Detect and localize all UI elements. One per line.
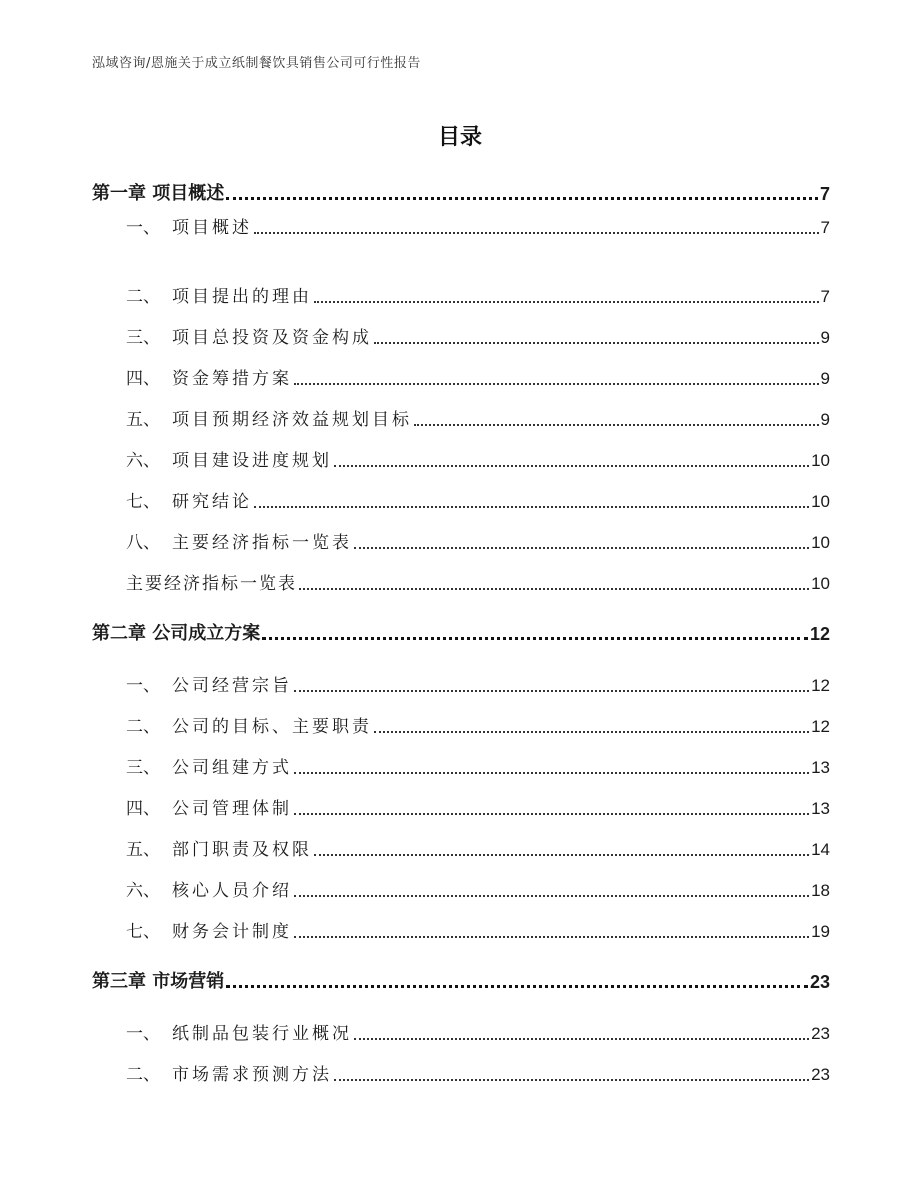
toc-entry-text: 核心人员介绍 xyxy=(172,881,292,901)
toc-entry-label xyxy=(126,1062,332,1088)
toc-page-number: 12 xyxy=(809,624,830,644)
toc-page-number: 23 xyxy=(809,972,830,992)
dot-leader xyxy=(354,547,809,549)
toc-entry-text: 公司经营宗旨 xyxy=(172,676,292,696)
toc-entry-number: 四、 xyxy=(126,369,160,389)
toc-chapter-entry[interactable] xyxy=(92,969,830,995)
toc-entry-label xyxy=(126,215,252,241)
toc-entry-text: 项目提出的理由 xyxy=(172,287,312,307)
toc-section-entry[interactable] xyxy=(126,366,830,392)
toc-entry-text: 项目总投资及资金构成 xyxy=(172,328,372,348)
toc-entry-number: 五、 xyxy=(126,840,160,860)
toc-chapter-entry[interactable] xyxy=(92,181,830,207)
toc-entry-text: 纸制品包装行业概况 xyxy=(172,1024,352,1044)
toc-entry-number: 四、 xyxy=(126,799,160,819)
toc-entry-text: 资金筹措方案 xyxy=(172,369,292,389)
dot-leader xyxy=(254,232,819,234)
toc-entry-number: 三、 xyxy=(126,328,160,348)
toc-entry-label xyxy=(126,571,297,597)
toc-page-number: 9 xyxy=(820,410,830,429)
toc-entry-label xyxy=(92,621,260,647)
dot-leader xyxy=(226,197,818,200)
toc-page-number: 7 xyxy=(820,287,830,306)
dot-leader xyxy=(226,985,808,988)
toc-entry-label xyxy=(126,284,312,310)
dot-leader xyxy=(374,342,819,344)
toc-section-entry[interactable] xyxy=(126,919,830,945)
toc-entry-number: 二、 xyxy=(126,1065,160,1085)
toc-entry-label xyxy=(126,325,372,351)
toc-entry-number: 八、 xyxy=(126,533,160,553)
dot-leader xyxy=(294,895,809,897)
toc-page-number: 13 xyxy=(811,799,830,818)
dot-leader xyxy=(314,854,809,856)
toc-page-number: 10 xyxy=(811,451,830,470)
toc-entry-number: 一、 xyxy=(126,218,160,238)
toc-entry-text: 第一章 项目概述 xyxy=(92,183,225,204)
toc-entry-label xyxy=(126,919,292,945)
toc-page-number: 23 xyxy=(811,1065,830,1084)
toc-entry-text: 项目建设进度规划 xyxy=(172,451,332,471)
toc-entry-label xyxy=(126,673,292,699)
toc-page-number: 10 xyxy=(811,492,830,511)
toc-entry-text: 公司管理体制 xyxy=(172,799,292,819)
dot-leader xyxy=(254,506,809,508)
toc-entry-number: 七、 xyxy=(126,922,160,942)
toc-section-entry[interactable] xyxy=(126,215,830,241)
toc-entry-text: 第二章 公司成立方案 xyxy=(92,623,261,644)
toc-section-entry[interactable] xyxy=(126,673,830,699)
toc-chapter-entry[interactable] xyxy=(92,621,830,647)
dot-leader xyxy=(294,936,809,938)
dot-leader xyxy=(354,1038,809,1040)
toc-page-number: 23 xyxy=(811,1024,830,1043)
toc-page-number: 14 xyxy=(811,840,830,859)
dot-leader xyxy=(294,813,809,815)
toc-entry-label xyxy=(126,366,292,392)
toc-entry-number: 五、 xyxy=(126,410,160,430)
toc-entry-label xyxy=(126,796,292,822)
toc-entry-number: 七、 xyxy=(126,492,160,512)
toc-page-number: 12 xyxy=(811,717,830,736)
dot-leader xyxy=(374,731,809,733)
toc-entry-text: 主要经济指标一览表 xyxy=(126,574,297,594)
toc-entry-label xyxy=(126,878,292,904)
toc-section-entry[interactable] xyxy=(126,1062,830,1088)
toc-section-entry[interactable] xyxy=(126,878,830,904)
toc-entry-text: 公司的目标、主要职责 xyxy=(172,717,372,737)
toc-section-entry[interactable] xyxy=(126,837,830,863)
toc-page-number: 19 xyxy=(811,922,830,941)
toc-section-entry[interactable] xyxy=(126,284,830,310)
toc-section-entry[interactable] xyxy=(126,571,830,597)
toc-section-entry[interactable] xyxy=(126,714,830,740)
toc-entry-text: 第三章 市场营销 xyxy=(92,971,225,992)
toc-entry-label xyxy=(126,448,332,474)
toc-entry-label xyxy=(126,1021,352,1047)
dot-leader xyxy=(262,637,808,640)
toc-entry-label xyxy=(126,837,312,863)
toc-entry-number: 二、 xyxy=(126,717,160,737)
toc-entry-label xyxy=(92,969,224,995)
toc-page-number: 7 xyxy=(819,184,830,204)
toc-section-entry[interactable] xyxy=(126,755,830,781)
toc-entry-number: 一、 xyxy=(126,676,160,696)
toc-entry-label xyxy=(92,181,224,207)
toc-entry-label xyxy=(126,714,372,740)
toc-entry-number: 六、 xyxy=(126,451,160,471)
toc-entry-label xyxy=(126,407,412,433)
toc-page-number: 10 xyxy=(811,533,830,552)
toc-entry-text: 研究结论 xyxy=(172,492,252,512)
toc-entry-number: 六、 xyxy=(126,881,160,901)
toc-page-number: 9 xyxy=(820,328,830,347)
dot-leader xyxy=(294,690,809,692)
toc-entry-label xyxy=(126,755,292,781)
toc-section-entry[interactable] xyxy=(126,796,830,822)
toc-section-entry[interactable] xyxy=(126,530,830,556)
toc-entry-text: 项目概述 xyxy=(172,218,252,238)
toc-entry-text: 部门职责及权限 xyxy=(172,840,312,860)
toc-entry-text: 财务会计制度 xyxy=(172,922,292,942)
dot-leader xyxy=(334,465,809,467)
toc-entry-text: 项目预期经济效益规划目标 xyxy=(172,410,412,430)
toc-page-number: 13 xyxy=(811,758,830,777)
toc-page-number: 18 xyxy=(811,881,830,900)
dot-leader xyxy=(299,588,809,590)
toc-page-number: 9 xyxy=(820,369,830,388)
document-header: 泓域咨询/恩施关于成立纸制餐饮具销售公司可行性报告 xyxy=(92,56,421,71)
toc-page-number: 10 xyxy=(811,574,830,593)
toc-section-entry[interactable] xyxy=(126,489,830,515)
toc-entry-number: 三、 xyxy=(126,758,160,778)
toc-section-entry[interactable] xyxy=(126,1021,830,1047)
toc-entry-text: 主要经济指标一览表 xyxy=(172,533,352,553)
toc-entry-label xyxy=(126,530,352,556)
toc-page-number: 12 xyxy=(811,676,830,695)
toc-section-entry[interactable] xyxy=(126,407,830,433)
toc-page-number: 7 xyxy=(820,218,830,237)
dot-leader xyxy=(314,301,819,303)
dot-leader xyxy=(334,1079,809,1081)
toc-entry-text: 市场需求预测方法 xyxy=(172,1065,332,1085)
toc-entry-number: 一、 xyxy=(126,1024,160,1044)
dot-leader xyxy=(294,772,809,774)
toc-entry-text: 公司组建方式 xyxy=(172,758,292,778)
toc-title: 目录 xyxy=(437,125,482,150)
toc-entry-label xyxy=(126,489,252,515)
toc-section-entry[interactable] xyxy=(126,448,830,474)
dot-leader xyxy=(294,383,819,385)
toc-entry-number: 二、 xyxy=(126,287,160,307)
toc-section-entry[interactable] xyxy=(126,325,830,351)
dot-leader xyxy=(414,424,819,426)
